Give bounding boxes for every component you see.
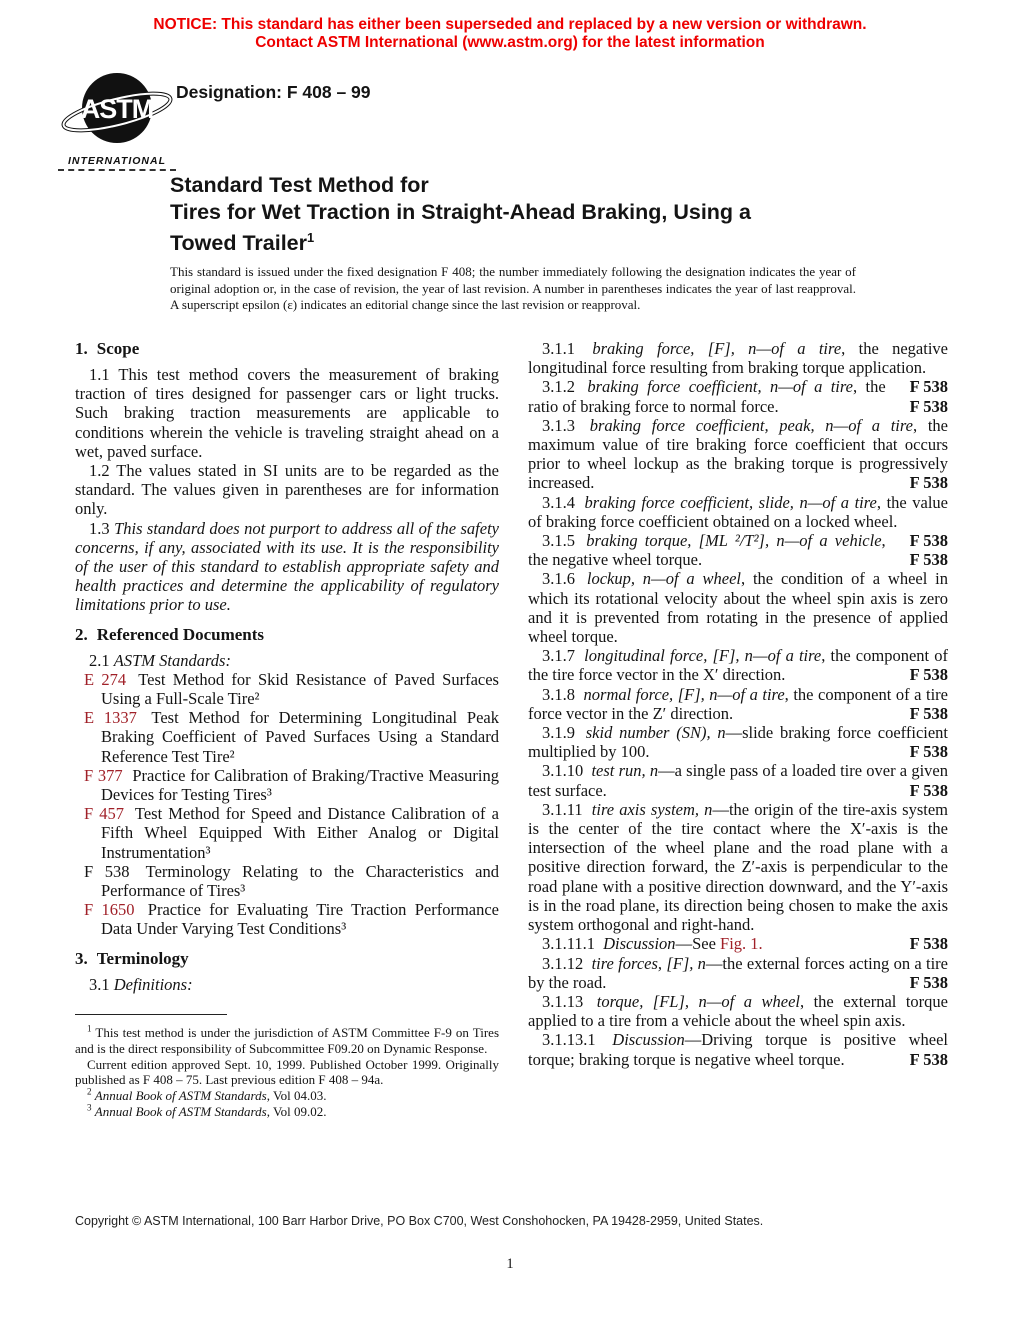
document-title — [170, 172, 880, 257]
f538-attribution-tag: F 538 — [909, 703, 948, 723]
paragraph-1-3-number: 1.3 — [89, 518, 110, 538]
definition-text: —a single pass of a loaded tire over a given test surface. — [528, 761, 948, 800]
footnotes — [75, 1014, 499, 1120]
definition-term: tire axis system, n — [591, 799, 713, 819]
notice-line-2: Contact ASTM International (www.astm.org) for the latest information — [255, 34, 765, 51]
definition-term: braking force coefficient, n—of a tire — [587, 377, 853, 397]
paragraph-1-2: 1.2 The values stated in SI units are to be regarded as the standard. The values given in parentheses are for information only. — [75, 461, 499, 519]
paragraph-3-1-number: 3.1 — [89, 974, 110, 994]
reference-item — [75, 766, 499, 804]
reference-code-link[interactable]: F 457 — [84, 804, 125, 824]
f538-attribution-tag: F 538 — [909, 972, 948, 992]
reference-code-link[interactable]: E 1337 — [84, 708, 137, 728]
definition-text: —the external forces acting on a tire by the road. — [528, 953, 948, 992]
definition-text: , the value of braking force coefficient obtained on a locked wheel. — [528, 492, 948, 531]
definition-number: 3.1.9 — [542, 723, 582, 743]
footnote-3-source: Annual Book of ASTM Standards — [94, 1103, 267, 1119]
section-1-heading — [75, 339, 499, 359]
page-number: 1 — [506, 1256, 514, 1272]
definition-term: braking force, [F], n—of a tire — [592, 339, 842, 358]
reference-title: Test Method for Skid Resistance of Paved Surfaces Using a Full-Scale Tire² — [101, 669, 499, 709]
definition-3.1.6 — [528, 569, 948, 646]
title-line-2: Tires for Wet Traction in Straight-Ahead Braking, Using a — [170, 199, 751, 224]
definition-term: lockup, n—of a wheel — [586, 569, 741, 589]
f538-attribution-tag: F 538 — [909, 742, 948, 762]
paragraph-1-3-text: This standard does not purport to address all of the safety concerns, if any, associated with its use. It is the responsibility of the user of this standard to establish appropriate safety and health practices and determine the applicability of regulatory limitations prior to use. — [75, 518, 500, 615]
definition-text: , the component of a tire force vector in the Z′ direction. — [528, 684, 949, 723]
reference-code-link[interactable]: E 274 — [84, 669, 127, 689]
definition-number: 3.1.4 — [542, 492, 581, 512]
definition-term: Discussion — [612, 1030, 685, 1050]
section-1-number: 1. — [75, 339, 88, 358]
paragraph-1-1: 1.1 This test method covers the measurement of braking traction of tires designed for passenger cars or light trucks. Such braking traction measurements are applicable to conditions wherein the vehicle is traveling straight ahead on a wet, paved surface. — [75, 365, 499, 461]
paragraph-3-1-label: Definitions: — [113, 974, 193, 994]
right-column-definitions — [528, 339, 948, 1069]
definition-3.1.11 — [528, 800, 948, 934]
issuance-note: This standard is issued under the fixed designation F 408; the number immediately following the designation indicates the year of original adoption or, in the case of revision, the year of last revision. A number in parentheses indicates the year of last reapproval. A superscript epsilon (ε) indicates an editorial change since the last revision or reapproval. — [170, 264, 856, 312]
title-line-3-text: Towed Trailer — [170, 231, 307, 256]
definition-term: braking force coefficient, slide, n—of a tire — [584, 492, 877, 512]
definition-text: , the ratio of braking force to normal force. — [528, 377, 886, 416]
footnote-2 — [75, 1088, 499, 1104]
definition-3.1.12 — [528, 954, 948, 992]
reference-list — [75, 670, 499, 939]
f538-attribution-tag: F 538 — [909, 396, 948, 416]
title-footnote-marker: 1 — [307, 230, 315, 245]
reference-item — [75, 670, 499, 708]
footnote-1-continued: Current edition approved Sept. 10, 1999. Published October 1999. Originally published as F 408 – 75. Last previous edition F 408 – 94a. — [75, 1056, 499, 1088]
definition-term: longitudinal force, [F], n—of a tire — [584, 646, 822, 666]
astm-globe-icon — [58, 68, 176, 154]
title-line-1: Standard Test Method for — [170, 173, 429, 197]
notice-line-1: NOTICE: This standard has either been superseded and replaced by a new version or withdrawn. — [153, 16, 867, 33]
section-1-title: Scope — [96, 339, 140, 358]
section-3-title: Terminology — [96, 948, 189, 968]
definition-text: —slide braking force coefficient multiplied by 100. — [528, 723, 949, 762]
title-line-3 — [170, 225, 880, 257]
definition-3.1.5 — [528, 531, 948, 569]
footnote-1-marker: 1 — [87, 1023, 92, 1034]
figure-link[interactable]: Fig. 1. — [720, 934, 763, 954]
f538-attribution-tag: F 538 — [909, 377, 948, 397]
f538-attribution-tag: F 538 — [909, 780, 948, 800]
paragraph-2-1-label: ASTM Standards: — [113, 650, 231, 670]
paragraph-1-3 — [75, 519, 499, 615]
reference-code-link: F 538 — [84, 861, 130, 881]
definition-number: 3.1.11 — [542, 799, 588, 819]
footnote-rule — [75, 1014, 227, 1015]
definition-number: 3.1.11.1 — [542, 934, 600, 954]
section-3-number: 3. — [75, 948, 88, 968]
definition-text: , the negative longitudinal force resulting from braking torque application. — [528, 339, 948, 378]
left-column — [75, 339, 499, 994]
definition-text: , the external torque applied to a tire from a vehicle about the wheel spin axis. — [528, 991, 949, 1031]
definition-3.1.2 — [528, 377, 948, 415]
definition-term: test run, n — [591, 761, 659, 781]
paragraph-2-1 — [75, 651, 499, 670]
definition-number: 3.1.12 — [542, 953, 588, 973]
definition-3.1.13 — [528, 992, 948, 1030]
f538-attribution-tag: F 538 — [909, 934, 948, 954]
definition-text: —the origin of the tire-axis system is the center of the tire contact where the X′-axis is the intersection of the wheel plane and the road plane with a positive direction forward, the Z′-axis is perpendicular to the road plane with a positive direction downward, and the Y′-axis is in the road plane, its direction being chosen to make the axis system orthogonal and right-hand. — [528, 799, 948, 935]
astm-logo — [58, 68, 176, 171]
reference-item — [75, 900, 499, 938]
section-2-title: Referenced Documents — [96, 624, 265, 644]
reference-item — [75, 804, 499, 862]
definition-text: , the condition of a wheel in which its rotational velocity about the wheel spin axis is zero and it is prevented from rotating in the presence of applied wheel torque. — [528, 569, 948, 647]
definition-term: normal force, [F], n—of a tire — [583, 684, 785, 704]
section-2-number: 2. — [75, 624, 88, 644]
f538-attribution-tag: F 538 — [909, 1049, 948, 1069]
definition-text: , the maximum value of tire braking force coefficient that occurs prior to wheel lockup as the braking torque is progressively increased. — [528, 415, 948, 493]
definition-term: torque, [FL], n—of a wheel — [596, 991, 800, 1011]
astm-logo-subtitle: INTERNATIONAL — [58, 155, 176, 171]
reference-item — [75, 862, 499, 900]
definition-term: braking force coefficient, peak, n—of a tire — [589, 415, 913, 435]
footnote-3-marker: 3 — [87, 1102, 92, 1113]
definition-number: 3.1.1 — [542, 339, 589, 358]
definition-number: 3.1.13.1 — [542, 1030, 609, 1050]
definition-3.1.3 — [528, 416, 948, 493]
section-2-heading — [75, 625, 499, 645]
definition-term: tire forces, [F], n — [591, 953, 706, 973]
definition-number: 3.1.13 — [542, 991, 593, 1011]
reference-title: Terminology Relating to the Characteristics and Performance of Tires³ — [101, 861, 499, 901]
definition-3.1.11.1 — [528, 934, 948, 953]
reference-item — [75, 708, 499, 766]
reference-code-link[interactable]: F 377 — [84, 765, 123, 785]
copyright-line: Copyright © ASTM International, 100 Barr Harbor Drive, PO Box C700, West Conshohocken, PA 19428-2959, United States. — [75, 1214, 764, 1228]
definition-number: 3.1.7 — [542, 646, 581, 666]
section-3-heading — [75, 949, 499, 969]
footnote-2-source: Annual Book of ASTM Standards — [94, 1088, 267, 1104]
f538-attribution-tag: F 538 — [909, 531, 948, 551]
definition-text: , the negative wheel torque. — [528, 531, 886, 570]
reference-code-link[interactable]: F 1650 — [84, 900, 135, 920]
paragraph-2-1-number: 2.1 — [89, 650, 110, 670]
reference-title: Practice for Evaluating Tire Traction Performance Data Under Varying Test Conditions³ — [101, 900, 499, 939]
definition-3.1.7 — [528, 646, 948, 684]
definition-number: 3.1.5 — [542, 531, 583, 551]
definition-number: 3.1.6 — [542, 569, 583, 589]
footnote-2-marker: 2 — [87, 1086, 92, 1097]
definition-text: —Driving torque is positive wheel torque; braking torque is negative wheel torque. — [528, 1030, 948, 1069]
definition-term: Discussion — [603, 934, 676, 954]
definition-term: skid number (SN), n — [585, 723, 726, 743]
paragraph-3-1 — [75, 975, 499, 994]
footnote-3 — [75, 1104, 499, 1120]
supersession-notice — [0, 16, 1020, 52]
f538-attribution-tag: F 538 — [909, 550, 948, 570]
reference-title: Practice for Calibration of Braking/Tractive Measuring Devices for Testing Tires³ — [101, 765, 500, 805]
footnote-2-volume: , Vol 04.03. — [266, 1088, 327, 1104]
definition-number: 3.1.10 — [542, 761, 588, 781]
definition-3.1.8 — [528, 685, 948, 723]
definition-3.1.9 — [528, 723, 948, 761]
definition-number: 3.1.8 — [542, 684, 580, 704]
definition-text: , the component of the tire force vector in the X′ direction. — [528, 646, 948, 685]
reference-title: Test Method for Speed and Distance Calibration of a Fifth Wheel Equipped With Either Analog or Digital Instrumentation³ — [101, 804, 499, 862]
f538-attribution-tag: F 538 — [909, 473, 948, 493]
astm-logo-text: ASTM — [80, 94, 154, 124]
reference-title: Test Method for Determining Longitudinal Peak Braking Coefficient of Paved Surfaces Using a Standard Reference Test Tire² — [101, 708, 499, 766]
definition-3.1.10 — [528, 761, 948, 799]
definition-number: 3.1.2 — [542, 377, 584, 397]
footnote-1-text: This test method is under the jurisdiction of ASTM Committee F-9 on Tires and is the direct responsibility of Subcommittee F09.20 on Dynamic Response. — [75, 1025, 500, 1056]
definition-term: braking torque, [ML ²/T²], n—of a vehicle — [586, 531, 882, 551]
footnote-1 — [75, 1025, 499, 1057]
definition-number: 3.1.3 — [542, 415, 586, 435]
definition-text: —See — [675, 934, 721, 954]
definition-3.1.13.1 — [528, 1030, 948, 1068]
footnote-3-volume: , Vol 09.02. — [266, 1103, 327, 1119]
designation: Designation: F 408 – 99 — [176, 82, 371, 102]
f538-attribution-tag: F 538 — [909, 665, 948, 685]
